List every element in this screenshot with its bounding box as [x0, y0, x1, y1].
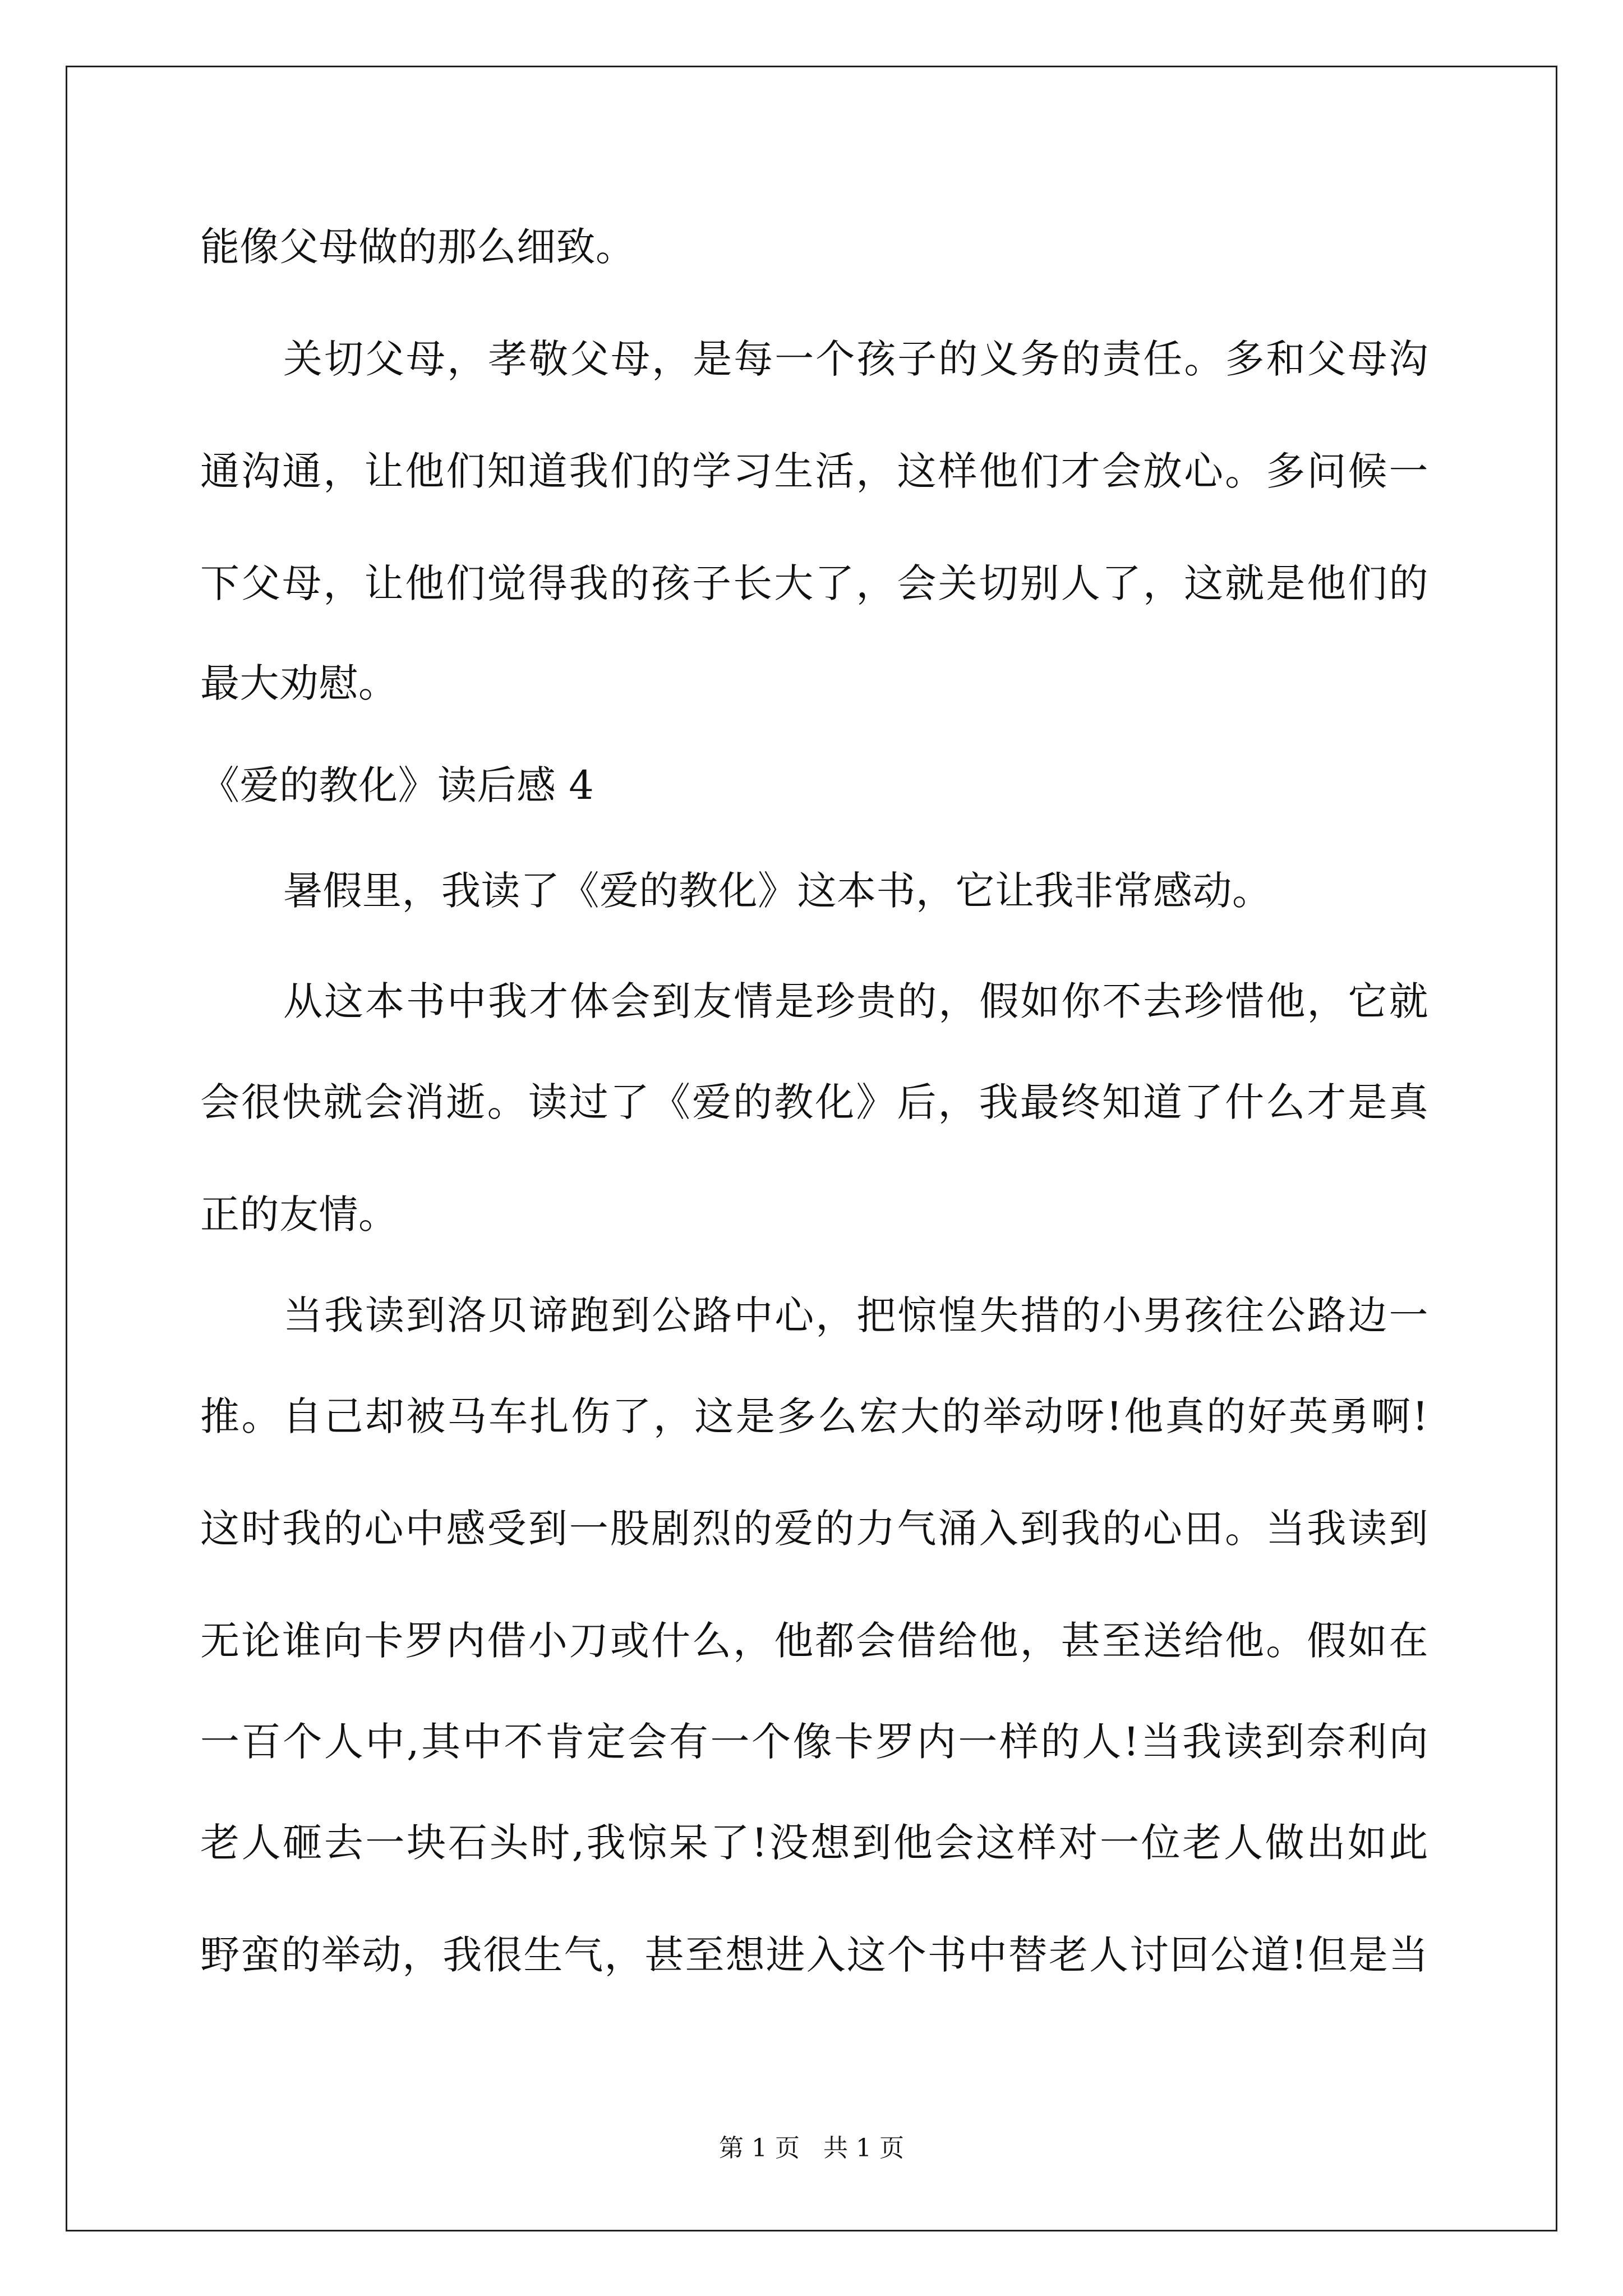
- text-line: 下父母，让他们觉得我的孩子长大了，会关切别人了，这就是他们的: [200, 560, 1428, 606]
- paragraph-first-line: 关切父母，孝敬父母，是每一个孩子的义务的责任。多和父母沟: [283, 336, 1428, 382]
- paragraph-first-line: 从这本书中我才体会到友情是珍贵的，假如你不去珍惜他，它就: [283, 978, 1428, 1024]
- text-line: 会很快就会消逝。读过了《爱的教化》后，我最终知道了什么才是真: [200, 1079, 1428, 1125]
- text-line: 推。自己却被马车扎伤了，这是多么宏大的举动呀!他真的好英勇啊!: [200, 1393, 1428, 1439]
- paragraph-first-line: 暑假里，我读了《爱的教化》这本书，它让我非常感动。: [283, 868, 1272, 914]
- text-line: 一百个人中,其中不肯定会有一个像卡罗内一样的人!当我读到奈利向: [200, 1719, 1428, 1765]
- paragraph-first-line: 当我读到洛贝谛跑到公路中心，把惊惶失措的小男孩往公路边一: [283, 1292, 1428, 1338]
- text-line: 正的友情。: [200, 1191, 398, 1237]
- page-border: [66, 66, 1557, 2231]
- text-line: 最大劝慰。: [200, 660, 398, 706]
- text-line: 无论谁向卡罗内借小刀或什么，他都会借给他，甚至送给他。假如在: [200, 1618, 1428, 1664]
- text-line: 这时我的心中感受到一股剧烈的爱的力气涌入到我的心田。当我读到: [200, 1506, 1428, 1552]
- text-line: 野蛮的举动，我很生气，甚至想进入这个书中替老人讨回公道!但是当: [200, 1932, 1428, 1978]
- text-line: 通沟通，让他们知道我们的学习生活，这样他们才会放心。多问候一: [200, 448, 1428, 494]
- section-heading: 《爱的教化》读后感 4: [200, 762, 594, 808]
- page-footer: 第 1 页 共 1 页: [719, 2134, 904, 2162]
- text-line: 老人砸去一块石头时,我惊呆了!没想到他会这样对一位老人做出如此: [200, 1820, 1428, 1866]
- text-line: 能像父母做的那么细致。: [200, 224, 635, 270]
